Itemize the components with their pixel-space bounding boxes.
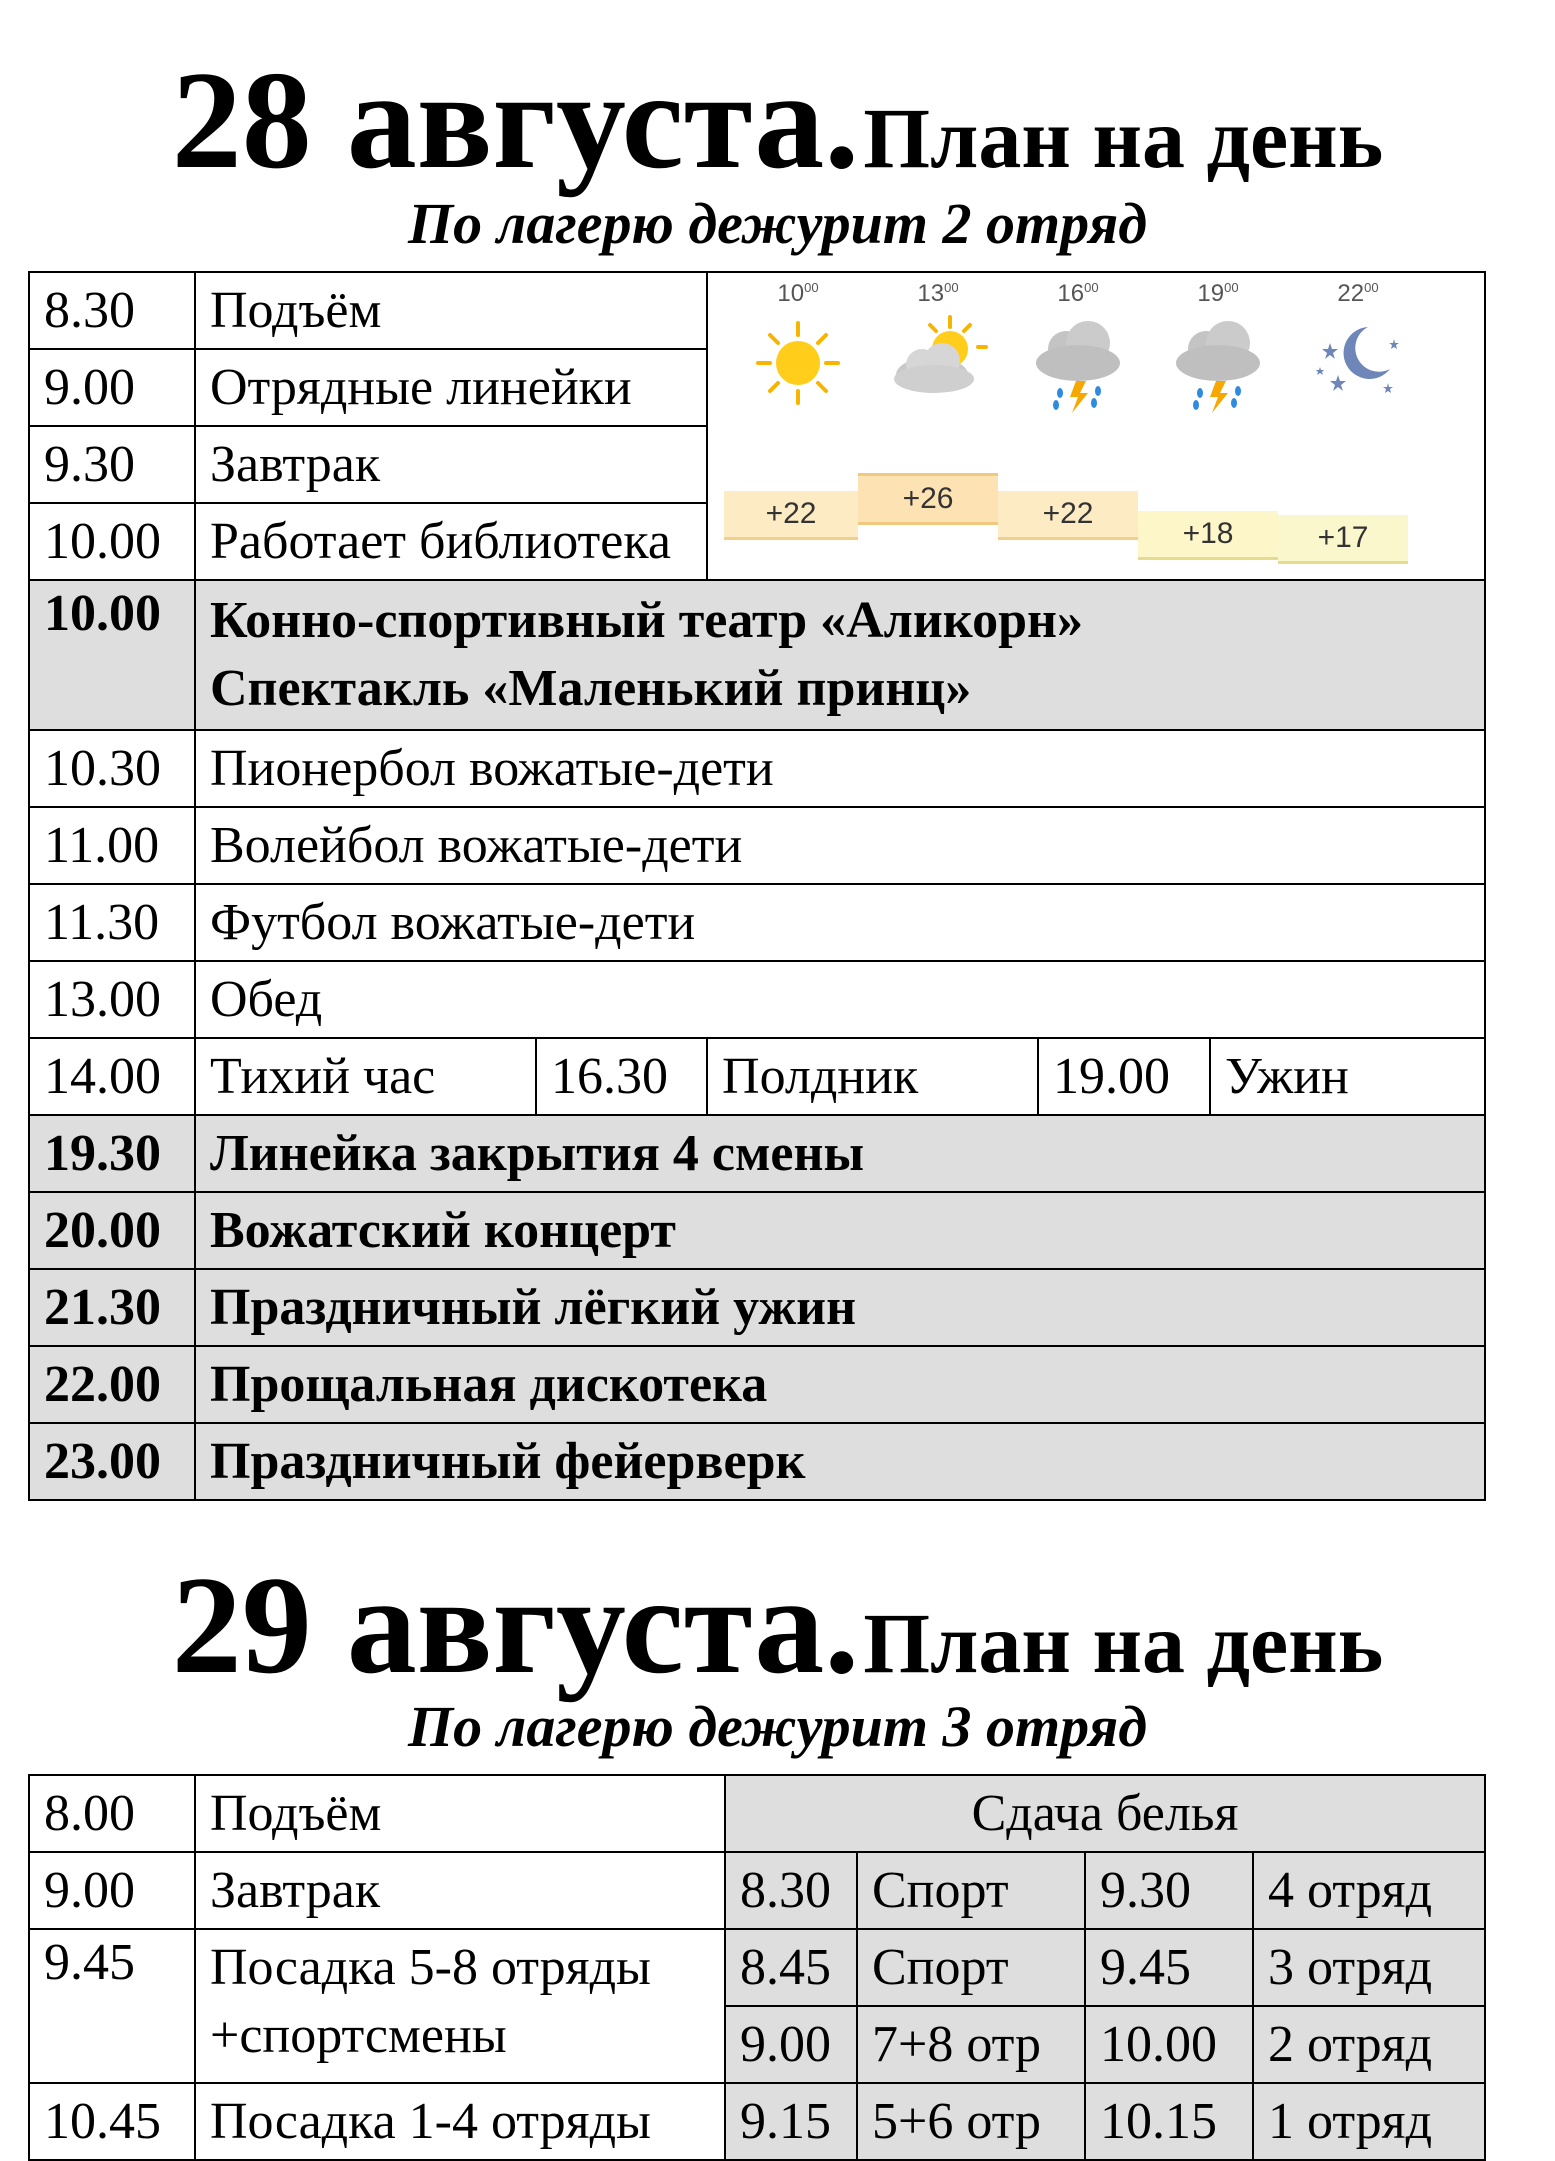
linen-time: 10.15 (1085, 2083, 1253, 2160)
row-time: 21.30 (29, 1269, 195, 1346)
linen-group: 5+6 отр (857, 2083, 1085, 2160)
row-event: Отрядные линейки (195, 349, 707, 426)
day2-title (0, 1545, 1555, 1706)
temperature-bar: +17 (1278, 515, 1408, 564)
schedule-row-split (29, 1038, 1485, 1115)
weather-min: 00 (944, 280, 959, 295)
linen-time: 8.30 (725, 1852, 857, 1929)
row-event: Праздничный фейерверк (195, 1423, 1485, 1500)
schedule-row (29, 272, 1485, 349)
day2-date: 29 августа. (171, 1548, 860, 1703)
temperature-bar: +22 (724, 491, 858, 540)
row-time: 10.45 (29, 2083, 195, 2160)
linen-group: 2 отряд (1253, 2006, 1485, 2083)
schedule-row (29, 807, 1485, 884)
weather-hour: 22 (1337, 280, 1365, 307)
row-time: 8.30 (29, 272, 195, 349)
row-time: 11.00 (29, 807, 195, 884)
weather-slot (728, 281, 868, 419)
sun-cloud-icon (888, 309, 988, 419)
day1-title (0, 40, 1555, 201)
schedule-row (29, 2083, 1485, 2160)
linen-time: 8.45 (725, 1929, 857, 2006)
thunderstorm-icon (1168, 309, 1268, 419)
row-event: Волейбол вожатые-дети (195, 807, 1485, 884)
row-time: 10.00 (29, 580, 195, 730)
day1-duty-line: По лагерю дежурит 2 отряд (407, 191, 1148, 256)
moon-stars-icon (1308, 309, 1408, 419)
row-time: 10.00 (29, 503, 195, 580)
day1-schedule-table (28, 271, 1486, 1501)
row-time: 20.00 (29, 1192, 195, 1269)
row-time: 19.30 (29, 1115, 195, 1192)
day1-plan-label: План на день (863, 90, 1384, 186)
schedule-row-highlight (29, 580, 1485, 730)
linen-time: 9.45 (1085, 1929, 1253, 2006)
weather-slot (868, 281, 1008, 419)
row-event: Праздничный лёгкий ужин (195, 1269, 1485, 1346)
row-event: Полдник (707, 1038, 1038, 1115)
weather-hour: 10 (777, 280, 805, 307)
schedule-row-highlight (29, 1423, 1485, 1500)
day1-date: 28 августа. (171, 43, 860, 198)
row-event (195, 580, 1485, 730)
day2-schedule-table (28, 1774, 1486, 2161)
schedule-row-highlight (29, 1269, 1485, 1346)
row-event: Работает библиотека (195, 503, 707, 580)
row-event: Завтрак (195, 1852, 725, 1929)
weather-hour: 16 (1057, 280, 1085, 307)
temperature-bar: +26 (858, 473, 998, 525)
linen-group: 4 отряд (1253, 1852, 1485, 1929)
schedule-row (29, 1929, 1485, 2006)
weather-slot (1288, 281, 1428, 419)
row-event: Посадка 1-4 отряды (195, 2083, 725, 2160)
row-time: 11.30 (29, 884, 195, 961)
row-time: 19.00 (1038, 1038, 1210, 1115)
row-time: 13.00 (29, 961, 195, 1038)
row-time: 9.00 (29, 1852, 195, 1929)
weather-slot (1148, 281, 1288, 419)
row-event: Подъём (195, 1775, 725, 1852)
day2-duty-line: По лагерю дежурит 3 отряд (407, 1694, 1148, 1759)
row-event: Пионербол вожатые-дети (195, 730, 1485, 807)
performance-line: Спектакль «Маленький принц» (210, 660, 972, 717)
schedule-row (29, 730, 1485, 807)
schedule-row-highlight (29, 1115, 1485, 1192)
weather-min: 00 (1084, 280, 1099, 295)
linen-group: Спорт (857, 1852, 1085, 1929)
row-event: Тихий час (195, 1038, 536, 1115)
linen-group: Спорт (857, 1929, 1085, 2006)
schedule-row-highlight (29, 1346, 1485, 1423)
row-time: 8.00 (29, 1775, 195, 1852)
linen-group: 3 отряд (1253, 1929, 1485, 2006)
row-event: Линейка закрытия 4 смены (195, 1115, 1485, 1192)
row-event (195, 1929, 725, 2083)
weather-min: 00 (1224, 280, 1239, 295)
schedule-row (29, 961, 1485, 1038)
theatre-line: Конно-спортивный театр «Аликорн» (210, 592, 1083, 650)
weather-hour: 13 (917, 280, 945, 307)
day2-plan-label: План на день (863, 1595, 1384, 1691)
row-event: Подъём (195, 272, 707, 349)
temperature-bar: +18 (1138, 511, 1278, 560)
schedule-row (29, 1852, 1485, 1929)
row-time: 23.00 (29, 1423, 195, 1500)
row-event: Обед (195, 961, 1485, 1038)
linen-time: 9.15 (725, 2083, 857, 2160)
row-time: 9.30 (29, 426, 195, 503)
row-time: 22.00 (29, 1346, 195, 1423)
weather-min: 00 (804, 280, 819, 295)
row-event-line: Посадка 5-8 отряды (210, 1939, 651, 1996)
temperature-bar: +22 (998, 491, 1138, 540)
thunderstorm-icon (1028, 309, 1128, 419)
schedule-row (29, 1775, 1485, 1852)
linen-time: 10.00 (1085, 2006, 1253, 2083)
schedule-row (29, 884, 1485, 961)
row-time: 10.30 (29, 730, 195, 807)
row-time: 16.30 (536, 1038, 707, 1115)
row-event: Прощальная дискотека (195, 1346, 1485, 1423)
row-event: Футбол вожатые-дети (195, 884, 1485, 961)
linen-time: 9.00 (725, 2006, 857, 2083)
row-time: 9.00 (29, 349, 195, 426)
linen-header: Сдача белья (725, 1775, 1485, 1852)
linen-group: 7+8 отр (857, 2006, 1085, 2083)
row-event-line: +спортсмены (210, 2006, 507, 2064)
sun-icon (748, 309, 848, 419)
row-event: Завтрак (195, 426, 707, 503)
weather-hour: 19 (1197, 280, 1225, 307)
weather-min: 00 (1364, 280, 1379, 295)
row-event: Ужин (1210, 1038, 1485, 1115)
row-event: Вожатский концерт (195, 1192, 1485, 1269)
schedule-row-highlight (29, 1192, 1485, 1269)
row-time: 14.00 (29, 1038, 195, 1115)
linen-time: 9.30 (1085, 1852, 1253, 1929)
linen-group: 1 отряд (1253, 2083, 1485, 2160)
weather-slot (1008, 281, 1148, 419)
weather-forecast-widget (707, 272, 1485, 580)
row-time: 9.45 (29, 1929, 195, 2083)
